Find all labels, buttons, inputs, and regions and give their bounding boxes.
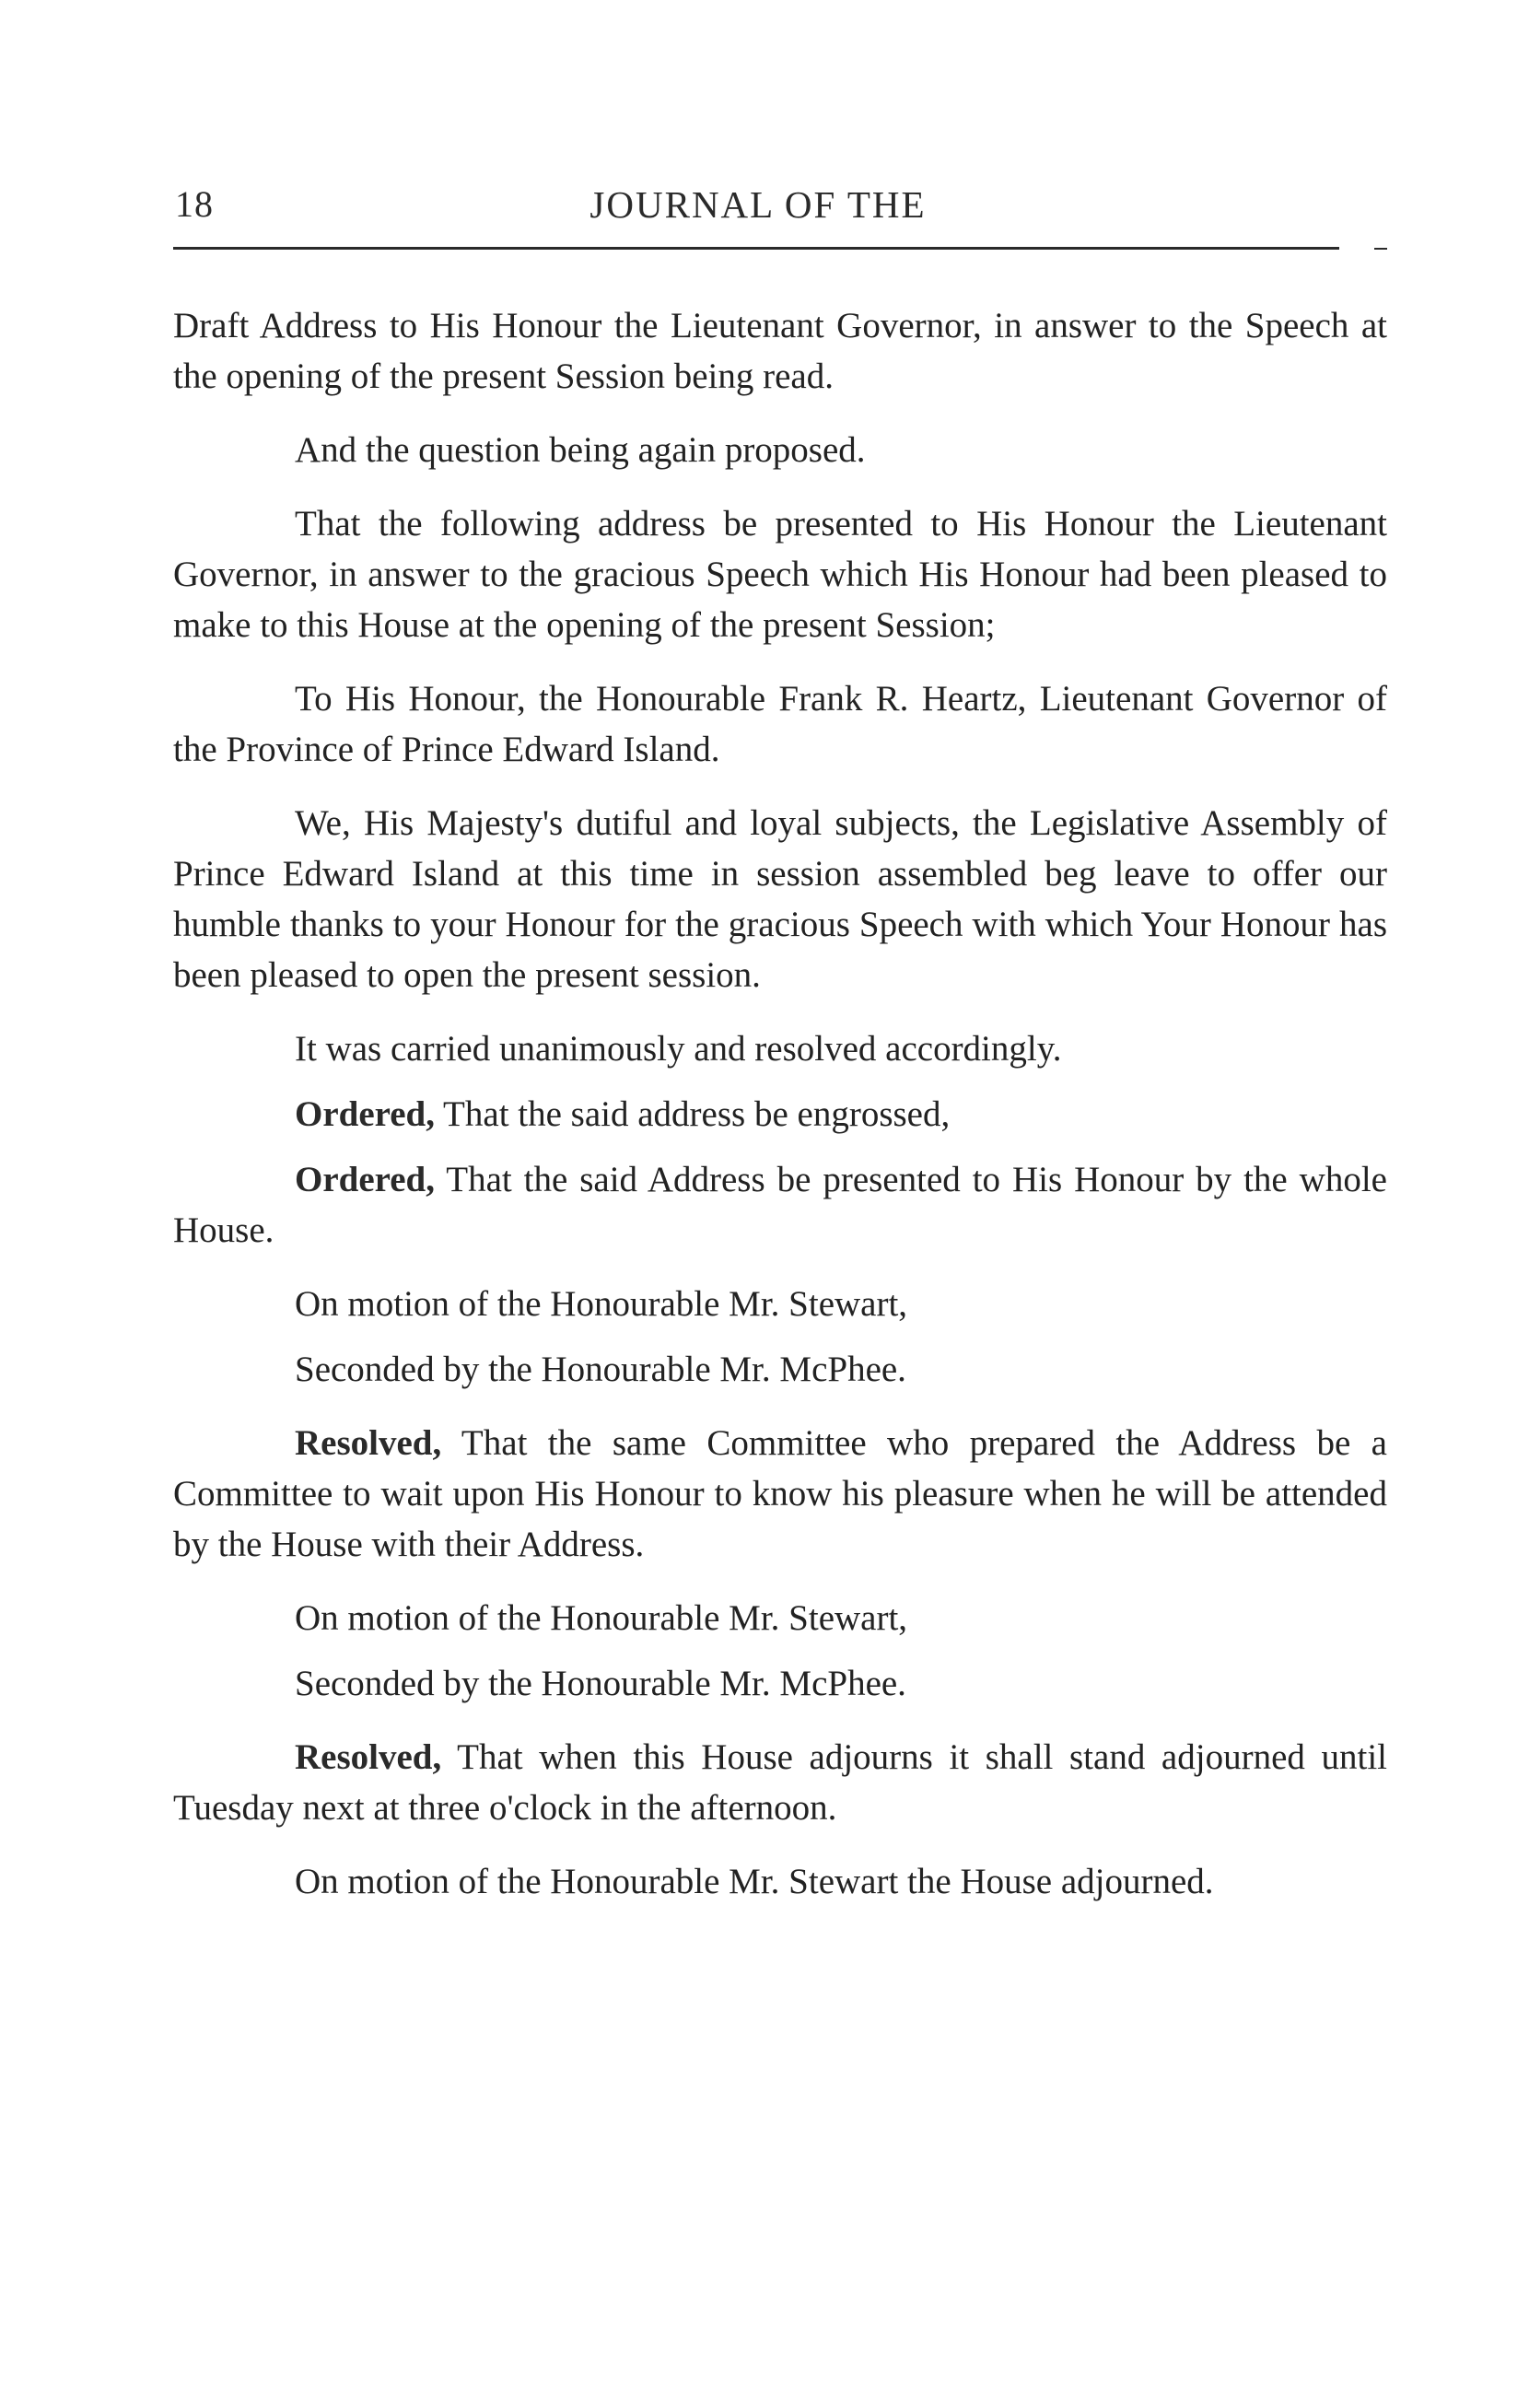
header-rule [173,247,1339,250]
paragraph-resolved-committee [173,1418,1387,1570]
running-head: JOURNAL OF THE [589,183,927,226]
paragraph-text: We, His Majesty's dutiful and loyal subjects, the Legislative Assembly of Prince Edward Island at this time in session assembled beg leave to offer our humble thanks to your Honour for the gracious Speech with which Your Honour has been pleased to open the present session. [173,803,1387,995]
paragraph-motion-seconder [173,1658,1387,1709]
paragraph-text: It was carried unanimously and resolved accordingly. [295,1029,1062,1069]
paragraph-text: Seconded by the Honourable Mr. McPhee. [295,1350,906,1389]
paragraph-resolved-adjournment [173,1732,1387,1833]
paragraph-text: That the said address be engrossed, [435,1094,951,1134]
paragraph-draft-address [173,300,1387,402]
paragraph-text: That when this House adjourns it shall stand adjourned until Tuesday next at three o'clock in the afternoon. [173,1737,1387,1828]
paragraph-text: That the said Address be presented to His Honour by the whole House. [173,1160,1387,1250]
paragraph-lead: Ordered, [295,1160,436,1199]
paragraph-motion-seconder [173,1344,1387,1395]
paragraph-lead: Resolved, [295,1737,442,1777]
paragraph-ordered-presented [173,1154,1387,1256]
header-rule-tick [1374,248,1387,250]
paragraph-question-proposed [173,425,1387,475]
paragraph-text: To His Honour, the Honourable Frank R. Heartz, Lieutenant Governor of the Province of Prince Edward Island. [173,679,1387,769]
page-number: 18 [175,183,214,225]
paragraph-salutation [173,673,1387,775]
paragraph-house-adjourned [173,1856,1387,1907]
paragraph-motion-mover [173,1593,1387,1643]
paragraph-motion-mover [173,1279,1387,1329]
paragraph-text: Seconded by the Honourable Mr. McPhee. [295,1664,906,1703]
paragraph-carried [173,1023,1387,1074]
paragraph-text: On motion of the Honourable Mr. Stewart, [295,1284,908,1324]
paragraph-text: And the question being again proposed. [295,430,866,470]
journal-body [173,300,1387,1930]
paragraph-address-motion [173,498,1387,650]
paragraph-ordered-engrossed [173,1089,1387,1140]
paragraph-lead: Ordered, [295,1094,436,1134]
paragraph-lead: Resolved, [295,1423,442,1463]
paragraph-text: On motion of the Honourable Mr. Stewart the House adjourned. [295,1862,1214,1901]
page-header [173,182,1343,238]
paragraph-text: That the following address be presented to His Honour the Lieutenant Governor, in answer to the gracious Speech which His Honour had been pleased to make to this House at the opening of the present Session; [173,504,1387,645]
paragraph-text: On motion of the Honourable Mr. Stewart, [295,1598,908,1638]
paragraph-text: That the same Committee who prepared the Address be a Committee to wait upon His Honour to know his pleasure when he will be attended by the House with their Address. [173,1423,1387,1564]
paragraph-text: Draft Address to His Honour the Lieutenant Governor, in answer to the Speech at the opening of the present Session being read. [173,306,1387,396]
paragraph-address-body [173,798,1387,1000]
